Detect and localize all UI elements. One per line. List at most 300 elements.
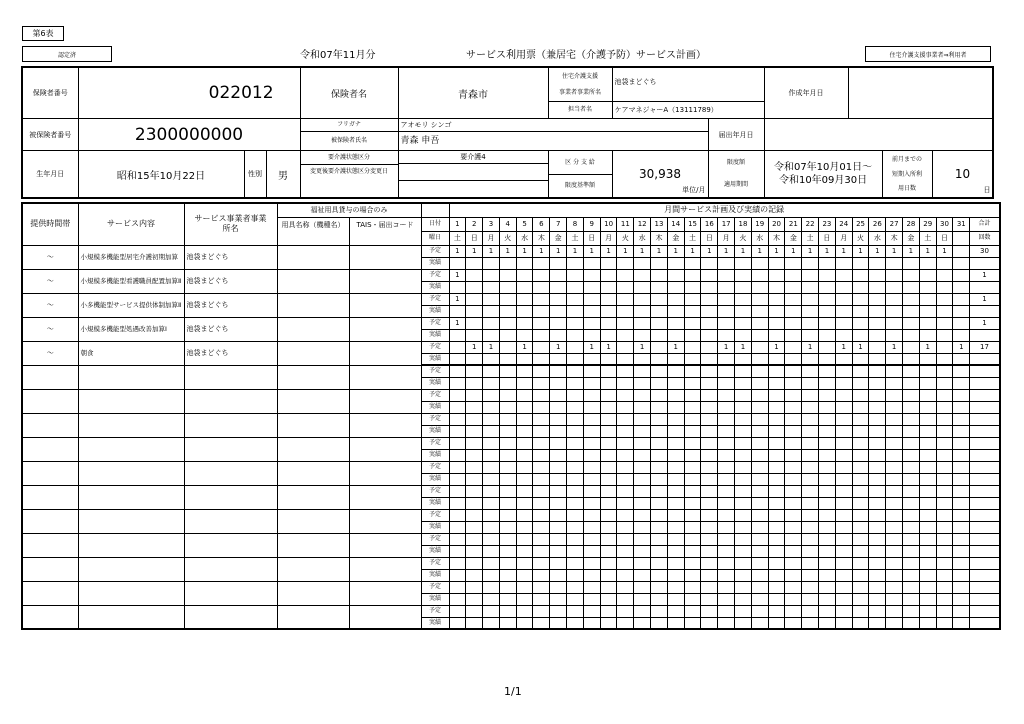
plan-cell xyxy=(516,581,533,593)
day-number: 20 xyxy=(768,217,785,231)
plan-cell: 1 xyxy=(718,341,735,353)
limit-amount-cell xyxy=(612,151,708,199)
weekday: 金 xyxy=(550,231,567,245)
actual-cell xyxy=(735,353,752,365)
plan-cell xyxy=(466,413,483,425)
plan-cell xyxy=(886,389,903,401)
actual-cell xyxy=(600,329,617,341)
actual-cell xyxy=(919,353,936,365)
actual-cell xyxy=(634,281,651,293)
time-slot: ～ xyxy=(22,317,78,341)
actual-label: 実績 xyxy=(421,257,449,269)
table-row xyxy=(22,293,1000,305)
actual-cell xyxy=(634,449,651,461)
plan-cell xyxy=(499,557,516,569)
actual-cell xyxy=(617,425,634,437)
actual-cell xyxy=(516,281,533,293)
plan-cell xyxy=(483,317,500,329)
actual-cell xyxy=(802,449,819,461)
day-unit: 日 xyxy=(983,186,991,194)
actual-cell xyxy=(718,401,735,413)
plan-cell xyxy=(449,605,466,617)
plan-cell xyxy=(516,389,533,401)
actual-cell xyxy=(483,617,500,629)
count-label: 回数 xyxy=(970,231,1000,245)
plan-cell xyxy=(735,317,752,329)
table-row xyxy=(22,581,1000,593)
plan-cell xyxy=(785,293,802,305)
actual-cell xyxy=(651,473,668,485)
item-name xyxy=(277,509,349,533)
plan-cell xyxy=(953,365,970,377)
time-slot xyxy=(22,413,78,437)
plan-cell xyxy=(634,509,651,521)
office-name: 池袋まどぐち xyxy=(184,269,277,293)
plan-cell xyxy=(869,557,886,569)
actual-cell xyxy=(617,593,634,605)
actual-cell xyxy=(819,281,836,293)
plan-cell xyxy=(449,557,466,569)
limit-period-label-2: 適用期間 xyxy=(724,181,749,188)
plan-cell: 1 xyxy=(667,341,684,353)
actual-cell xyxy=(449,521,466,533)
actual-cell xyxy=(735,545,752,557)
time-slot: ～ xyxy=(22,293,78,317)
plan-cell xyxy=(802,461,819,473)
actual-cell xyxy=(718,545,735,557)
plan-cell xyxy=(886,269,903,281)
actual-cell xyxy=(483,473,500,485)
actual-cell xyxy=(684,569,701,581)
actual-cell xyxy=(936,617,953,629)
insured-name: 青森 申吾 xyxy=(400,136,440,146)
plan-cell xyxy=(869,413,886,425)
plan-cell: 1 xyxy=(919,245,936,257)
actual-total xyxy=(970,425,1000,437)
plan-cell xyxy=(550,293,567,305)
actual-cell xyxy=(550,593,567,605)
insured-no: 2300000000 xyxy=(78,119,300,151)
tais-code xyxy=(349,533,421,557)
plan-cell xyxy=(567,293,584,305)
time-slot xyxy=(22,389,78,413)
plan-cell xyxy=(869,605,886,617)
plan-cell xyxy=(802,509,819,521)
actual-cell xyxy=(919,449,936,461)
plan-cell xyxy=(919,269,936,281)
plan-cell xyxy=(936,293,953,305)
plan-cell xyxy=(903,533,920,545)
actual-cell xyxy=(869,449,886,461)
plan-cell: 1 xyxy=(499,245,516,257)
plan-cell xyxy=(483,293,500,305)
actual-cell xyxy=(667,401,684,413)
actual-cell xyxy=(802,281,819,293)
actual-cell xyxy=(617,305,634,317)
table-row xyxy=(22,557,1000,569)
service-grid xyxy=(21,202,1001,630)
actual-cell xyxy=(449,401,466,413)
actual-cell xyxy=(936,449,953,461)
plan-cell xyxy=(483,533,500,545)
actual-cell xyxy=(634,353,651,365)
actual-cell xyxy=(533,353,550,365)
actual-cell xyxy=(835,329,852,341)
plan-cell xyxy=(600,365,617,377)
actual-cell xyxy=(835,593,852,605)
actual-cell xyxy=(667,617,684,629)
actual-cell xyxy=(869,473,886,485)
plan-cell: 1 xyxy=(449,293,466,305)
plan-cell xyxy=(634,269,651,281)
plan-cell xyxy=(869,269,886,281)
plan-cell xyxy=(701,317,718,329)
actual-cell xyxy=(835,569,852,581)
table-row xyxy=(22,413,1000,425)
actual-cell xyxy=(533,617,550,629)
actual-cell xyxy=(835,497,852,509)
actual-cell xyxy=(634,497,651,509)
plan-cell xyxy=(936,413,953,425)
service-name xyxy=(78,389,184,413)
plan-cell xyxy=(886,605,903,617)
actual-cell xyxy=(819,401,836,413)
support-office-label xyxy=(548,67,612,119)
plan-cell xyxy=(936,533,953,545)
weekday: 木 xyxy=(886,231,903,245)
plan-cell xyxy=(768,389,785,401)
changed-date xyxy=(399,181,548,197)
plan-cell xyxy=(936,509,953,521)
actual-cell xyxy=(583,497,600,509)
plan-cell xyxy=(651,461,668,473)
plan-cell xyxy=(466,605,483,617)
plan-cell xyxy=(516,269,533,281)
status-badge-text: 認定済 xyxy=(57,51,76,59)
plan-cell xyxy=(667,461,684,473)
weekday: 金 xyxy=(785,231,802,245)
care-level-cell xyxy=(398,151,548,199)
actual-cell xyxy=(499,449,516,461)
tais-code xyxy=(349,389,421,413)
actual-cell xyxy=(516,521,533,533)
actual-cell xyxy=(751,497,768,509)
actual-cell xyxy=(785,545,802,557)
actual-cell xyxy=(483,401,500,413)
actual-cell xyxy=(869,353,886,365)
plan-cell xyxy=(886,293,903,305)
plan-cell xyxy=(651,437,668,449)
actual-cell xyxy=(819,425,836,437)
actual-cell xyxy=(567,329,584,341)
actual-cell xyxy=(483,497,500,509)
actual-cell xyxy=(886,449,903,461)
actual-cell xyxy=(751,593,768,605)
day-number: 17 xyxy=(718,217,735,231)
weekday: 水 xyxy=(751,231,768,245)
actual-cell xyxy=(634,401,651,413)
time-slot: ～ xyxy=(22,341,78,365)
actual-cell xyxy=(651,353,668,365)
plan-cell xyxy=(852,581,869,593)
actual-cell xyxy=(499,257,516,269)
actual-cell xyxy=(667,281,684,293)
actual-cell xyxy=(802,521,819,533)
insured-name-label xyxy=(300,119,398,151)
actual-cell xyxy=(533,473,550,485)
actual-cell xyxy=(869,545,886,557)
plan-cell xyxy=(919,485,936,497)
total-label: 合計 xyxy=(970,217,1000,231)
actual-cell xyxy=(667,257,684,269)
plan-cell: 1 xyxy=(869,245,886,257)
tais-code xyxy=(349,581,421,605)
actual-cell xyxy=(701,401,718,413)
plan-cell xyxy=(919,461,936,473)
actual-cell xyxy=(701,521,718,533)
plan-cell xyxy=(835,389,852,401)
plan-cell xyxy=(499,437,516,449)
actual-cell xyxy=(600,281,617,293)
actual-cell xyxy=(600,353,617,365)
actual-cell xyxy=(919,305,936,317)
actual-cell xyxy=(466,473,483,485)
plan-cell xyxy=(533,365,550,377)
plan-cell xyxy=(785,365,802,377)
actual-cell xyxy=(466,353,483,365)
col-record-header: 月間サービス計画及び実績の記録 xyxy=(449,203,1000,217)
col-tais-header: TAIS・届出コード xyxy=(349,217,421,245)
plan-cell xyxy=(701,341,718,353)
actual-cell xyxy=(449,425,466,437)
plan-cell xyxy=(483,581,500,593)
actual-cell xyxy=(903,545,920,557)
plan-label: 予定 xyxy=(421,365,449,377)
table-row xyxy=(22,533,1000,545)
time-slot xyxy=(22,605,78,629)
plan-cell xyxy=(499,293,516,305)
plan-label: 予定 xyxy=(421,557,449,569)
actual-cell xyxy=(634,617,651,629)
furigana-label: フリガナ xyxy=(301,119,398,132)
tais-code xyxy=(349,317,421,341)
plan-cell xyxy=(567,485,584,497)
weekday-label: 曜日 xyxy=(421,231,449,245)
plan-cell xyxy=(768,485,785,497)
plan-cell xyxy=(533,485,550,497)
actual-cell xyxy=(617,377,634,389)
header-table xyxy=(21,66,994,199)
office-name xyxy=(184,605,277,629)
tais-code xyxy=(349,293,421,317)
time-slot xyxy=(22,365,78,389)
plan-cell xyxy=(567,413,584,425)
actual-cell xyxy=(869,425,886,437)
day-number: 5 xyxy=(516,217,533,231)
plan-cell xyxy=(751,317,768,329)
actual-cell xyxy=(718,329,735,341)
actual-cell xyxy=(499,593,516,605)
plan-cell xyxy=(718,413,735,425)
plan-cell xyxy=(583,485,600,497)
sex-label: 性別 xyxy=(244,151,266,199)
day-number: 13 xyxy=(651,217,668,231)
actual-cell xyxy=(466,545,483,557)
actual-cell xyxy=(919,497,936,509)
plan-cell xyxy=(499,581,516,593)
actual-cell xyxy=(768,257,785,269)
plan-cell xyxy=(667,389,684,401)
actual-cell xyxy=(449,281,466,293)
day-number: 6 xyxy=(533,217,550,231)
plan-cell xyxy=(533,533,550,545)
actual-cell xyxy=(499,545,516,557)
plan-cell xyxy=(768,581,785,593)
plan-cell xyxy=(735,437,752,449)
plan-cell xyxy=(701,293,718,305)
actual-cell xyxy=(701,617,718,629)
weekday: 水 xyxy=(869,231,886,245)
actual-cell xyxy=(617,521,634,533)
plan-cell xyxy=(819,557,836,569)
furigana: アオモリ シンゴ xyxy=(399,119,708,132)
plan-cell xyxy=(701,269,718,281)
plan-cell xyxy=(802,269,819,281)
actual-cell xyxy=(550,425,567,437)
plan-cell xyxy=(802,437,819,449)
form-number xyxy=(22,26,64,41)
actual-cell xyxy=(869,497,886,509)
actual-cell xyxy=(684,257,701,269)
plan-cell xyxy=(684,605,701,617)
actual-cell xyxy=(735,281,752,293)
actual-label: 実績 xyxy=(421,305,449,317)
plan-cell xyxy=(583,557,600,569)
plan-cell xyxy=(634,533,651,545)
tais-code xyxy=(349,485,421,509)
actual-cell xyxy=(785,353,802,365)
actual-cell xyxy=(768,521,785,533)
plan-cell: 1 xyxy=(516,245,533,257)
plan-cell xyxy=(936,437,953,449)
actual-cell xyxy=(768,473,785,485)
insurer-no: 022012 xyxy=(78,67,300,119)
actual-cell xyxy=(449,473,466,485)
plan-cell xyxy=(634,389,651,401)
plan-cell xyxy=(735,557,752,569)
actual-cell xyxy=(516,257,533,269)
actual-cell xyxy=(936,593,953,605)
plan-cell: 1 xyxy=(634,245,651,257)
plan-cell xyxy=(516,461,533,473)
weekday: 日 xyxy=(701,231,718,245)
actual-cell xyxy=(802,257,819,269)
actual-cell xyxy=(701,569,718,581)
plan-cell xyxy=(651,317,668,329)
plan-cell xyxy=(617,533,634,545)
actual-cell xyxy=(583,425,600,437)
plan-cell xyxy=(852,509,869,521)
actual-cell xyxy=(516,449,533,461)
actual-cell xyxy=(852,545,869,557)
insured-no-label xyxy=(22,119,78,151)
actual-cell xyxy=(751,377,768,389)
plan-cell: 1 xyxy=(483,341,500,353)
plan-cell xyxy=(919,365,936,377)
actual-label: 実績 xyxy=(421,401,449,413)
actual-cell xyxy=(634,425,651,437)
plan-total: 17 xyxy=(970,341,1000,353)
plan-cell xyxy=(819,605,836,617)
plan-cell xyxy=(483,485,500,497)
actual-cell xyxy=(953,521,970,533)
actual-cell xyxy=(499,617,516,629)
item-name xyxy=(277,317,349,341)
actual-total xyxy=(970,521,1000,533)
actual-cell xyxy=(483,305,500,317)
plan-cell xyxy=(903,293,920,305)
actual-cell xyxy=(466,593,483,605)
actual-cell xyxy=(903,353,920,365)
actual-cell xyxy=(617,353,634,365)
actual-cell xyxy=(533,593,550,605)
plan-cell xyxy=(583,317,600,329)
actual-cell xyxy=(953,305,970,317)
actual-cell xyxy=(617,569,634,581)
plan-cell: 1 xyxy=(718,245,735,257)
actual-cell xyxy=(903,521,920,533)
plan-label: 予定 xyxy=(421,509,449,521)
actual-cell xyxy=(919,329,936,341)
actual-cell xyxy=(600,617,617,629)
limit-period-label-1: 限度額 xyxy=(727,159,746,166)
plan-cell xyxy=(903,317,920,329)
plan-cell xyxy=(903,509,920,521)
actual-cell xyxy=(819,449,836,461)
plan-cell: 1 xyxy=(819,245,836,257)
weekday: 火 xyxy=(499,231,516,245)
plan-cell xyxy=(684,533,701,545)
actual-cell xyxy=(684,473,701,485)
actual-cell xyxy=(533,377,550,389)
plan-cell: 1 xyxy=(953,341,970,353)
actual-cell xyxy=(499,473,516,485)
plan-cell xyxy=(903,437,920,449)
actual-total xyxy=(970,401,1000,413)
plan-cell xyxy=(919,533,936,545)
created-label xyxy=(764,67,848,119)
plan-cell xyxy=(886,461,903,473)
plan-cell xyxy=(466,317,483,329)
actual-cell xyxy=(852,329,869,341)
limit-label xyxy=(548,151,612,199)
actual-cell xyxy=(751,425,768,437)
plan-cell xyxy=(751,509,768,521)
plan-cell xyxy=(449,533,466,545)
plan-cell xyxy=(617,605,634,617)
day-number: 27 xyxy=(886,217,903,231)
changed-level-label: 変更後要介護状態区分変更日 xyxy=(310,167,389,175)
plan-cell xyxy=(516,533,533,545)
plan-cell xyxy=(634,461,651,473)
actual-cell xyxy=(684,521,701,533)
plan-total: 1 xyxy=(970,269,1000,281)
plan-cell xyxy=(936,485,953,497)
plan-cell xyxy=(785,389,802,401)
actual-cell xyxy=(919,425,936,437)
actual-cell xyxy=(449,353,466,365)
actual-cell xyxy=(819,497,836,509)
